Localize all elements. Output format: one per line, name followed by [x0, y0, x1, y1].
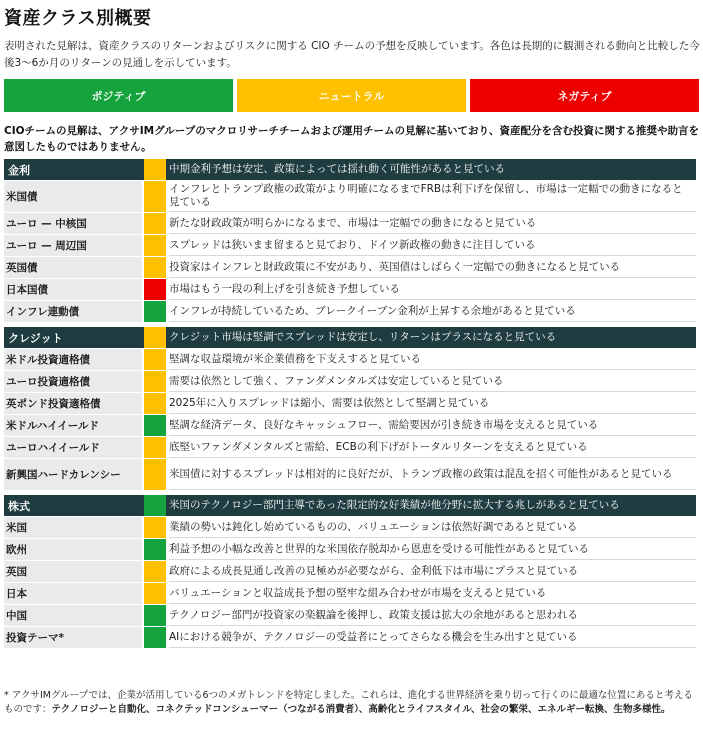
asset-name: 英国債	[4, 257, 142, 278]
asset-view: テクノロジー部門が投資家の楽観論を後押し、政策支援は拡大の余地があると思われる	[169, 605, 696, 626]
table-row	[4, 349, 696, 371]
asset-view: 利益予想の小幅な改善と世界的な米国依存脱却から恩恵を受ける可能性があると見ている	[169, 539, 696, 560]
asset-name: 投資テーマ*	[4, 627, 142, 648]
signal-indicator	[144, 415, 166, 436]
table-row	[4, 605, 696, 627]
signal-indicator	[144, 627, 166, 648]
asset-view: 米国債に対するスプレッドは相対的に良好だが、トランプ政権の政策は混乱を招く可能性があると見ている	[169, 459, 696, 490]
asset-name: 英国	[4, 561, 142, 582]
section-summary: クレジット市場は堅調でスプレッドは安定し、リターンはプラスになると見ている	[169, 331, 557, 343]
table-row	[4, 181, 696, 213]
asset-name: 中国	[4, 605, 142, 626]
asset-view: 底堅いファンダメンタルズと需給、ECBの利下げがトータルリターンを支えると見ている	[169, 437, 696, 458]
asset-name: 新興国ハードカレンシー	[4, 459, 142, 490]
page-title: 資産クラス別概要	[4, 8, 152, 29]
asset-name: インフレ連動債	[4, 301, 142, 322]
asset-name: ユーロ — 周辺国	[4, 235, 142, 256]
table-row	[4, 583, 696, 605]
asset-view: バリュエーションと収益成長予想の堅牢な組み合わせが市場を支えると見ている	[169, 583, 696, 604]
asset-view: 投資家はインフレと財政政策に不安があり、英国債はしばらく一定幅での動きになると見ている	[169, 257, 696, 278]
asset-view: 政府による成長見通し改善の見極めが必要ながら、金利低下は市場にプラスと見ている	[169, 561, 696, 582]
signal-indicator	[144, 181, 166, 212]
table-row	[4, 459, 696, 491]
footnote	[4, 689, 700, 717]
signal-indicator	[144, 517, 166, 538]
signal-indicator	[144, 583, 166, 604]
legend-neutral-label: ニュートラル	[318, 89, 385, 103]
legend-negative-label: ネガティブ	[557, 89, 612, 103]
legend	[4, 79, 699, 112]
section-header	[4, 495, 696, 517]
disclaimer-note: CIOチームの見解は、アクサIMグループのマクロリサーチチームおよび運用チームの見解に基いており、資産配分を含む投資に関する推奨や助言を意図したものではありません。	[4, 125, 700, 153]
asset-view: スプレッドは狭いまま留まると見ており、ドイツ新政権の動きに注目している	[169, 235, 696, 256]
signal-indicator	[144, 605, 166, 626]
section-name: 金利	[4, 159, 142, 180]
asset-name: 米ドル投資適格債	[4, 349, 142, 370]
signal-indicator	[144, 301, 166, 322]
signal-indicator	[144, 459, 166, 490]
legend-neutral	[237, 79, 466, 112]
signal-indicator	[144, 213, 166, 234]
table-row	[4, 437, 696, 459]
table-row	[4, 371, 696, 393]
section-name: 株式	[4, 495, 142, 516]
section-header	[4, 327, 696, 349]
asset-view: 業績の勢いは鈍化し始めているものの、バリュエーションは依然好調であると見ている	[169, 517, 696, 538]
table-row	[4, 257, 696, 279]
legend-positive	[4, 79, 233, 112]
signal-indicator	[144, 279, 166, 300]
asset-name: ユーロ — 中核国	[4, 213, 142, 234]
section-summary: 米国のテクノロジー部門主導であった限定的な好業績が他分野に拡大する兆しがあると見ている	[169, 499, 620, 511]
asset-view: インフレが持続しているため、ブレークイーブン金利が上昇する余地があると見ている	[169, 301, 696, 322]
asset-view: 2025年に入りスプレッドは縮小、需要は依然として堅調と見ている	[169, 393, 696, 414]
signal-indicator	[144, 371, 166, 392]
signal-indicator	[144, 257, 166, 278]
signal-indicator	[144, 437, 166, 458]
asset-view: インフレとトランプ政権の政策がより明確になるまでFRBは利下げを保留し、市場は一定幅での動きになると見ている	[169, 181, 696, 212]
table-row	[4, 561, 696, 583]
asset-name: ユーロハイイールド	[4, 437, 142, 458]
asset-name: 米ドルハイイールド	[4, 415, 142, 436]
asset-view: 新たな財政政策が明らかになるまで、市場は一定幅での動きになると見ている	[169, 213, 696, 234]
signal-indicator	[144, 235, 166, 256]
asset-name: 米国	[4, 517, 142, 538]
signal-indicator	[144, 393, 166, 414]
signal-indicator	[144, 327, 166, 348]
section-summary: 中期金利予想は安定、政策によっては揺れ動く可能性があると見ている	[169, 163, 505, 175]
asset-view: 堅調な経済データ、良好なキャッシュフロー、需給要因が引き続き市場を支えると見ている	[169, 415, 696, 436]
asset-view: AIにおける競争が、テクノロジーの受益者にとってさらなる機会を生み出すと見ている	[169, 627, 696, 648]
table-row	[4, 415, 696, 437]
table-row	[4, 627, 696, 649]
asset-view: 堅調な収益環境が米企業債務を下支えすると見ている	[169, 349, 696, 370]
footnote-lead: * アクサIMグループでは、企業が活用している6つのメガトレンドを特定しました。これらは、進化する世界経済を乗り切って行くのに最適な位置にあると考えるものです：	[4, 690, 693, 715]
signal-indicator	[144, 561, 166, 582]
asset-name: ユーロ投資適格債	[4, 371, 142, 392]
legend-positive-label: ポジティブ	[91, 89, 146, 103]
asset-name: 英ポンド投資適格債	[4, 393, 142, 414]
table-row	[4, 539, 696, 561]
intro-text: 表明された見解は、資産クラスのリターンおよびリスクに関する CIO チームの予想を反映しています。各色は長期的に観測される動向と比較した今後3〜6か月のリターンの見通しを示しています。	[4, 40, 700, 69]
table-row	[4, 235, 696, 257]
signal-indicator	[144, 159, 166, 180]
signal-indicator	[144, 495, 166, 516]
asset-view: 需要は依然として強く、ファンダメンタルズは安定していると見ている	[169, 371, 696, 392]
legend-negative	[470, 79, 699, 112]
table-row	[4, 213, 696, 235]
asset-name: 日本国債	[4, 279, 142, 300]
signal-indicator	[144, 349, 166, 370]
footnote-trends: テクノロジーと自動化、コネクテッドコンシューマー（つながる消費者）、高齢化とライフスタイル、社会の繁栄、エネルギー転換、生物多様性。	[51, 704, 671, 715]
asset-view: 市場はもう一段の利上げを引き続き予想している	[169, 279, 696, 300]
section-header	[4, 159, 696, 181]
table-row	[4, 517, 696, 539]
asset-name: 日本	[4, 583, 142, 604]
table-row	[4, 393, 696, 415]
signal-indicator	[144, 539, 166, 560]
asset-name: 米国債	[4, 181, 142, 212]
asset-name: 欧州	[4, 539, 142, 560]
table-row	[4, 279, 696, 301]
asset-class-table	[4, 159, 696, 649]
section-name: クレジット	[4, 327, 142, 348]
table-row	[4, 301, 696, 323]
